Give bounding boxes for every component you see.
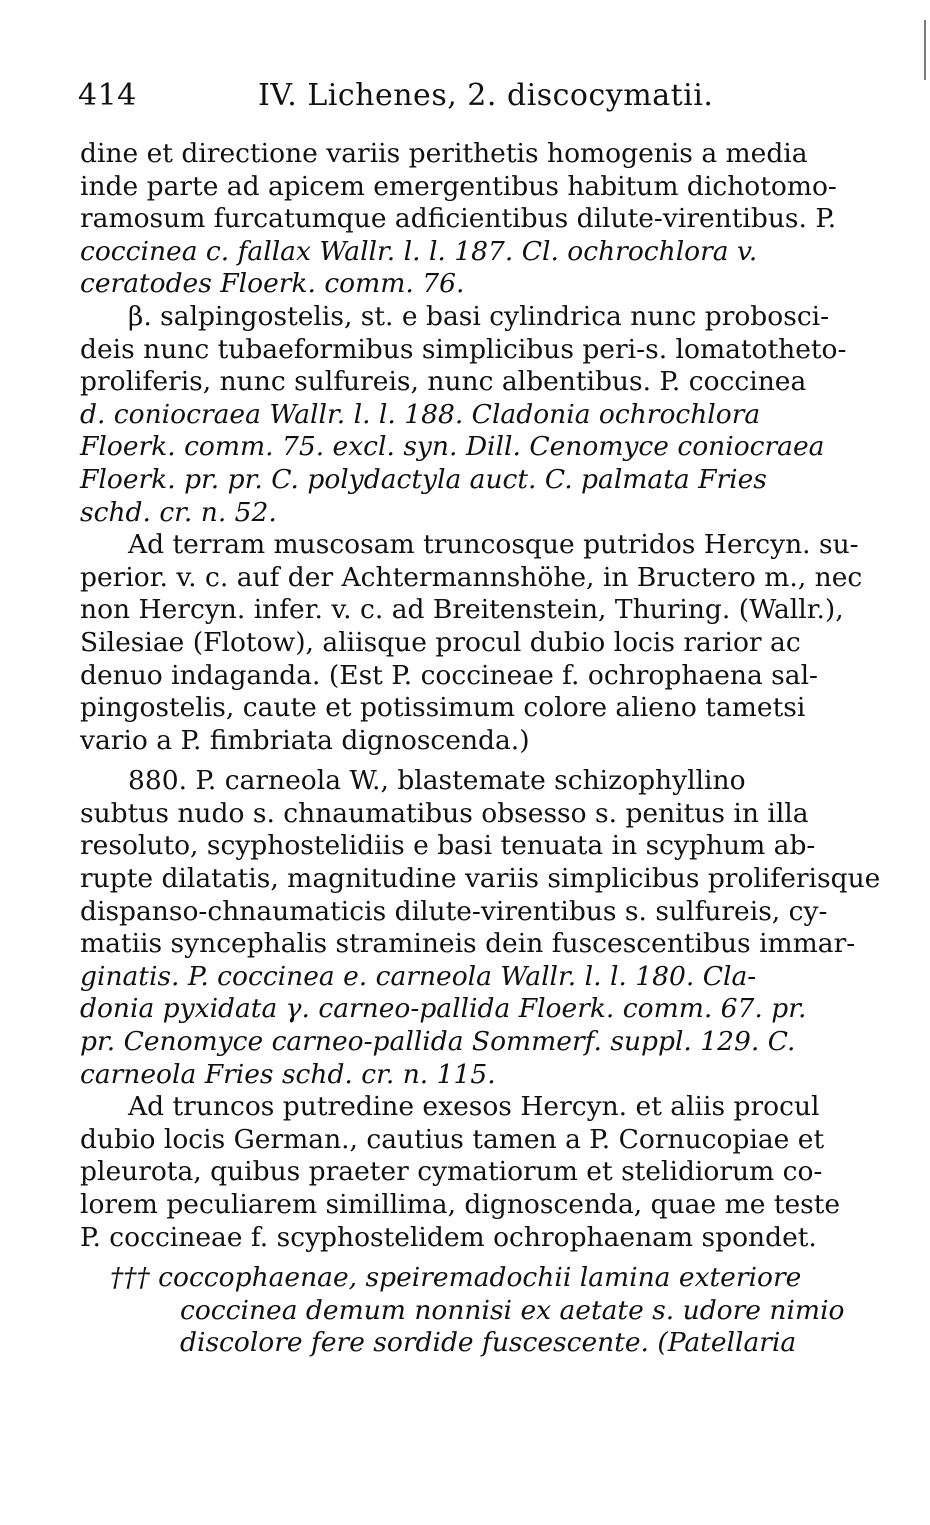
text-line: pleurota, quibus praeter cymatiorum et stelidiorum co-: [80, 1156, 823, 1188]
text-line: schd. cr. n. 52.: [80, 496, 277, 528]
text-line: β. salpingostelis, st. e basi cylindrica nunc probosci-: [128, 300, 830, 332]
text-line: dispanso-chnaumaticis dilute-virentibus s. sulfureis, cy-: [80, 895, 828, 927]
text-line: pr. Cenomyce carneo-pallida Sommerf. suppl. 129. C.: [80, 1026, 796, 1058]
text-line: perior. v. c. auf der Achtermannshöhe, in Bructero m., nec: [80, 561, 863, 593]
text-line: P. coccineae f. scyphostelidem ochrophaenam spondet.: [80, 1221, 817, 1253]
text-line: ramosum furcatumque adficientibus dilute-virentibus. P.: [80, 203, 837, 235]
text-line: carneola Fries schd. cr. n. 115.: [80, 1058, 496, 1090]
text-line: subtus nudo s. chnaumatibus obsesso s. penitus in illa: [80, 797, 809, 829]
text-line: coccinea demum nonnisi ex aetate s. udore nimio: [180, 1294, 845, 1326]
text-line: Silesiae (Flotow), aliisque procul dubio locis rarior ac: [80, 626, 801, 658]
text-line: resoluto, scyphostelidiis e basi tenuata in scyphum ab-: [80, 830, 816, 862]
text-line: ginatis. P. coccinea e. carneola Wallr. l. l. 180. Cla-: [80, 960, 757, 992]
page-edge-mark: [924, 20, 926, 80]
text-line: deis nunc tubaeformibus simplicibus peri-s. lomatotheto-: [80, 333, 847, 365]
text-line: inde parte ad apicem emergentibus habitum dichotomo-: [80, 170, 837, 202]
text-line: pingostelis, caute et potissimum colore alieno tametsi: [80, 692, 806, 724]
text-line: donia pyxidata γ. carneo-pallida Floerk. comm. 67. pr.: [80, 993, 807, 1025]
page-number: 414: [78, 78, 137, 113]
text-line: matiis syncephalis stramineis dein fuscescentibus immar-: [80, 928, 856, 960]
text-line: ceratodes Floerk. comm. 76.: [80, 268, 465, 300]
running-header: [0, 74, 930, 118]
running-title: IV. Lichenes, 2. discocymatii.: [258, 78, 714, 113]
text-line: d. coniocraea Wallr. l. l. 188. Cladonia ochrochlora: [80, 398, 761, 430]
text-line: proliferis, nunc sulfureis, nunc albentibus. P. coccinea: [80, 366, 807, 398]
text-line: coccinea c. fallax Wallr. l. l. 187. Cl. ochrochlora v.: [80, 235, 758, 267]
text-body: [80, 138, 881, 1360]
text-line: non Hercyn. infer. v. c. ad Breitenstein, Thuring. (Wallr.),: [80, 594, 844, 626]
text-line: 880. P. carneola W., blastemate schizophyllino: [128, 765, 746, 797]
text-line: rupte dilatatis, magnitudine variis simplicibus proliferisque: [80, 863, 881, 895]
text-line: Ad truncos putredine exesos Hercyn. et aliis procul: [128, 1091, 820, 1123]
text-line: dubio locis German., cautius tamen a P. Cornucopiae et: [80, 1123, 825, 1155]
text-line: Ad terram muscosam truncosque putridos Hercyn. su-: [128, 529, 859, 561]
text-line: lorem peculiarem simillima, dignoscenda, quae me teste: [80, 1189, 841, 1220]
text-line: Floerk. comm. 75. excl. syn. Dill. Cenomyce coniocraea: [80, 431, 825, 463]
text-line: discolore fere sordide fuscescente. (Patellaria: [180, 1327, 797, 1359]
text-line: dine et directione variis perithetis homogenis a media: [80, 138, 808, 169]
text-line: ††† coccophaenae, speiremadochii lamina exteriore: [110, 1262, 802, 1294]
text-line: vario a P. fimbriata dignoscenda.): [80, 724, 530, 756]
text-line: denuo indaganda. (Est P. coccineae f. ochrophaena sal-: [80, 659, 819, 691]
text-line: Floerk. pr. pr. C. polydactyla auct. C. palmata Fries: [80, 463, 767, 495]
